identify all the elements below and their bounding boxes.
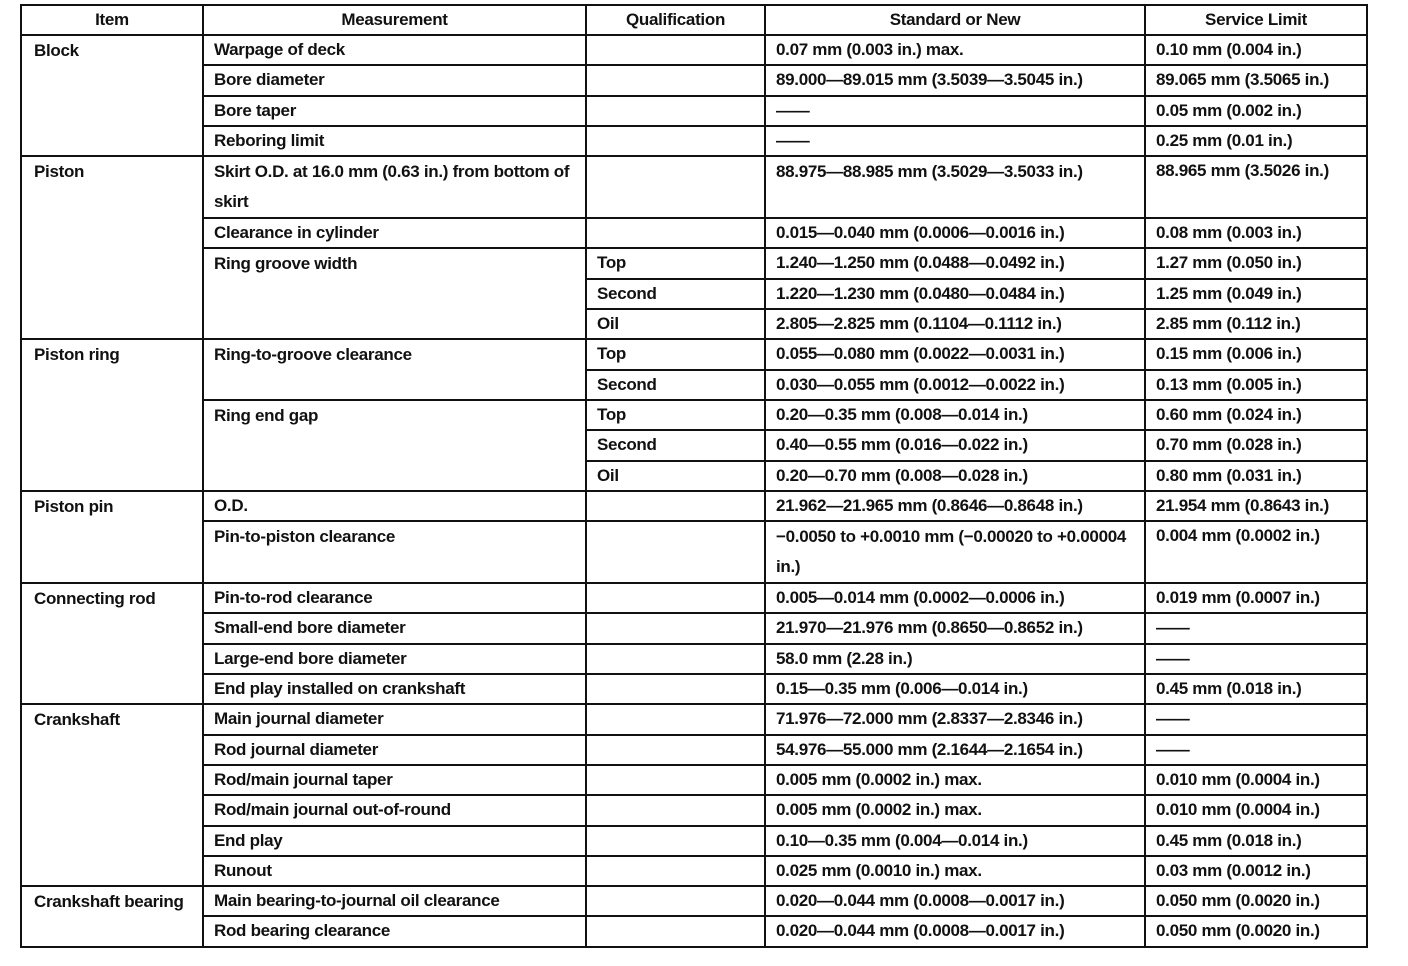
service-limit-cell: 0.45 mm (0.018 in.) <box>1145 826 1367 856</box>
measurement-cell: Pin-to-rod clearance <box>203 583 586 613</box>
standard-cell: 58.0 mm (2.28 in.) <box>765 644 1145 674</box>
item-cell: Crankshaft <box>21 704 203 886</box>
service-limit-cell: 21.954 mm (0.8643 in.) <box>1145 491 1367 521</box>
measurement-cell: End play installed on crankshaft <box>203 674 586 704</box>
qualification-cell: Oil <box>586 309 765 339</box>
measurement-cell: Ring groove width <box>203 248 586 339</box>
qualification-cell <box>586 613 765 643</box>
measurement-cell: Rod/main journal out-of-round <box>203 795 586 825</box>
table-row <box>21 400 1367 430</box>
standard-cell: 0.020—0.044 mm (0.0008—0.0017 in.) <box>765 916 1145 946</box>
header-item: Item <box>21 5 203 35</box>
service-limit-cell: 0.45 mm (0.018 in.) <box>1145 674 1367 704</box>
service-limit-cell: 0.15 mm (0.006 in.) <box>1145 339 1367 369</box>
service-limit-cell: 1.25 mm (0.049 in.) <box>1145 279 1367 309</box>
measurement-cell: End play <box>203 826 586 856</box>
service-limit-cell: 0.004 mm (0.0002 in.) <box>1145 521 1367 583</box>
measurement-cell: O.D. <box>203 491 586 521</box>
service-limit-cell: 0.050 mm (0.0020 in.) <box>1145 886 1367 916</box>
service-limit-cell: 0.25 mm (0.01 in.) <box>1145 126 1367 156</box>
qualification-cell <box>586 156 765 218</box>
measurement-cell: Rod/main journal taper <box>203 765 586 795</box>
table-row <box>21 704 1367 734</box>
table-row <box>21 65 1367 95</box>
service-limit-cell: 0.03 mm (0.0012 in.) <box>1145 856 1367 886</box>
table-row <box>21 35 1367 65</box>
qualification-cell <box>586 674 765 704</box>
qualification-cell <box>586 795 765 825</box>
service-limit-cell: 2.85 mm (0.112 in.) <box>1145 309 1367 339</box>
table-row <box>21 613 1367 643</box>
service-limit-cell: 1.27 mm (0.050 in.) <box>1145 248 1367 278</box>
service-limit-cell: —— <box>1145 735 1367 765</box>
qualification-cell <box>586 856 765 886</box>
table-row <box>21 339 1367 369</box>
header-qualification: Qualification <box>586 5 765 35</box>
table-row <box>21 248 1367 278</box>
measurement-cell: Main bearing-to-journal oil clearance <box>203 886 586 916</box>
standard-cell: 0.40—0.55 mm (0.016—0.022 in.) <box>765 430 1145 460</box>
qualification-cell <box>586 765 765 795</box>
table-row <box>21 856 1367 886</box>
service-limit-cell: 0.019 mm (0.0007 in.) <box>1145 583 1367 613</box>
standard-cell: 0.025 mm (0.0010 in.) max. <box>765 856 1145 886</box>
qualification-cell <box>586 521 765 583</box>
measurement-cell: Rod journal diameter <box>203 735 586 765</box>
table-row <box>21 765 1367 795</box>
standard-cell: 0.15—0.35 mm (0.006—0.014 in.) <box>765 674 1145 704</box>
item-cell: Connecting rod <box>21 583 203 704</box>
standard-cell: 0.10—0.35 mm (0.004—0.014 in.) <box>765 826 1145 856</box>
qualification-cell <box>586 35 765 65</box>
measurement-cell: Large-end bore diameter <box>203 644 586 674</box>
qualification-cell <box>586 65 765 95</box>
table-row <box>21 126 1367 156</box>
qualification-cell: Top <box>586 339 765 369</box>
service-limit-cell: 0.13 mm (0.005 in.) <box>1145 370 1367 400</box>
service-limit-cell: 88.965 mm (3.5026 in.) <box>1145 156 1367 218</box>
table-row <box>21 795 1367 825</box>
item-cell: Piston ring <box>21 339 203 490</box>
qualification-cell: Second <box>586 370 765 400</box>
standard-cell: 0.020—0.044 mm (0.0008—0.0017 in.) <box>765 886 1145 916</box>
item-cell: Crankshaft bearing <box>21 886 203 947</box>
table-row <box>21 826 1367 856</box>
service-limit-cell: 0.05 mm (0.002 in.) <box>1145 96 1367 126</box>
qualification-cell <box>586 886 765 916</box>
measurement-cell: Main journal diameter <box>203 704 586 734</box>
qualification-cell <box>586 491 765 521</box>
table-row <box>21 644 1367 674</box>
standard-cell: 21.962—21.965 mm (0.8646—0.8648 in.) <box>765 491 1145 521</box>
header-row <box>21 5 1367 35</box>
measurement-cell: Skirt O.D. at 16.0 mm (0.63 in.) from bottom of skirt <box>203 156 586 218</box>
standard-cell: 0.055—0.080 mm (0.0022—0.0031 in.) <box>765 339 1145 369</box>
qualification-cell <box>586 96 765 126</box>
measurement-cell: Pin-to-piston clearance <box>203 521 586 583</box>
qualification-cell <box>586 826 765 856</box>
table-row <box>21 735 1367 765</box>
qualification-cell <box>586 644 765 674</box>
standard-cell: 2.805—2.825 mm (0.1104—0.1112 in.) <box>765 309 1145 339</box>
qualification-cell <box>586 583 765 613</box>
qualification-cell: Second <box>586 279 765 309</box>
measurement-cell: Small-end bore diameter <box>203 613 586 643</box>
spec-sheet <box>20 4 1366 948</box>
service-limit-cell: 89.065 mm (3.5065 in.) <box>1145 65 1367 95</box>
service-limit-cell: 0.08 mm (0.003 in.) <box>1145 218 1367 248</box>
qualification-cell <box>586 218 765 248</box>
measurement-cell: Runout <box>203 856 586 886</box>
header-service-limit: Service Limit <box>1145 5 1367 35</box>
qualification-cell <box>586 916 765 946</box>
standard-cell: 1.220—1.230 mm (0.0480—0.0484 in.) <box>765 279 1145 309</box>
standard-cell: 54.976—55.000 mm (2.1644—2.1654 in.) <box>765 735 1145 765</box>
measurement-cell: Rod bearing clearance <box>203 916 586 946</box>
standard-cell: 0.015—0.040 mm (0.0006—0.0016 in.) <box>765 218 1145 248</box>
table-row <box>21 218 1367 248</box>
qualification-cell: Top <box>586 248 765 278</box>
service-limit-cell: —— <box>1145 704 1367 734</box>
service-limit-cell: 0.10 mm (0.004 in.) <box>1145 35 1367 65</box>
qualification-cell <box>586 735 765 765</box>
service-limit-cell: 0.010 mm (0.0004 in.) <box>1145 795 1367 825</box>
standard-cell: 0.07 mm (0.003 in.) max. <box>765 35 1145 65</box>
service-limit-cell: 0.010 mm (0.0004 in.) <box>1145 765 1367 795</box>
standard-cell: −0.0050 to +0.0010 mm (−0.00020 to +0.00004 in.) <box>765 521 1145 583</box>
standard-cell: 0.005 mm (0.0002 in.) max. <box>765 795 1145 825</box>
service-limit-cell: 0.70 mm (0.028 in.) <box>1145 430 1367 460</box>
table-row <box>21 916 1367 946</box>
measurement-cell: Bore diameter <box>203 65 586 95</box>
table-row <box>21 886 1367 916</box>
header-standard: Standard or New <box>765 5 1145 35</box>
table-row <box>21 96 1367 126</box>
service-limit-cell: 0.80 mm (0.031 in.) <box>1145 461 1367 491</box>
standard-cell: 0.005—0.014 mm (0.0002—0.0006 in.) <box>765 583 1145 613</box>
qualification-cell: Second <box>586 430 765 460</box>
standard-cell: 0.20—0.70 mm (0.008—0.028 in.) <box>765 461 1145 491</box>
header-measurement: Measurement <box>203 5 586 35</box>
measurement-cell: Ring end gap <box>203 400 586 491</box>
standard-cell: 0.030—0.055 mm (0.0012—0.0022 in.) <box>765 370 1145 400</box>
measurement-cell: Ring-to-groove clearance <box>203 339 586 400</box>
table-row <box>21 583 1367 613</box>
qualification-cell: Top <box>586 400 765 430</box>
standard-cell: 71.976—72.000 mm (2.8337—2.8346 in.) <box>765 704 1145 734</box>
measurement-cell: Bore taper <box>203 96 586 126</box>
item-cell: Piston pin <box>21 491 203 583</box>
item-cell: Block <box>21 35 203 156</box>
table-body <box>21 35 1367 947</box>
qualification-cell <box>586 126 765 156</box>
standard-cell: 0.005 mm (0.0002 in.) max. <box>765 765 1145 795</box>
service-limit-cell: —— <box>1145 644 1367 674</box>
measurement-cell: Reboring limit <box>203 126 586 156</box>
standard-cell: 88.975—88.985 mm (3.5029—3.5033 in.) <box>765 156 1145 218</box>
service-limit-cell: 0.050 mm (0.0020 in.) <box>1145 916 1367 946</box>
standard-cell: 1.240—1.250 mm (0.0488—0.0492 in.) <box>765 248 1145 278</box>
service-limit-cell: —— <box>1145 613 1367 643</box>
standard-cell: 0.20—0.35 mm (0.008—0.014 in.) <box>765 400 1145 430</box>
table-row <box>21 491 1367 521</box>
item-cell: Piston <box>21 156 203 339</box>
standard-cell: 21.970—21.976 mm (0.8650—0.8652 in.) <box>765 613 1145 643</box>
service-limit-cell: 0.60 mm (0.024 in.) <box>1145 400 1367 430</box>
standard-cell: 89.000—89.015 mm (3.5039—3.5045 in.) <box>765 65 1145 95</box>
measurement-cell: Clearance in cylinder <box>203 218 586 248</box>
standard-cell: —— <box>765 126 1145 156</box>
standard-cell: —— <box>765 96 1145 126</box>
qualification-cell: Oil <box>586 461 765 491</box>
qualification-cell <box>586 704 765 734</box>
table-row <box>21 674 1367 704</box>
engine-spec-table <box>20 4 1368 948</box>
measurement-cell: Warpage of deck <box>203 35 586 65</box>
